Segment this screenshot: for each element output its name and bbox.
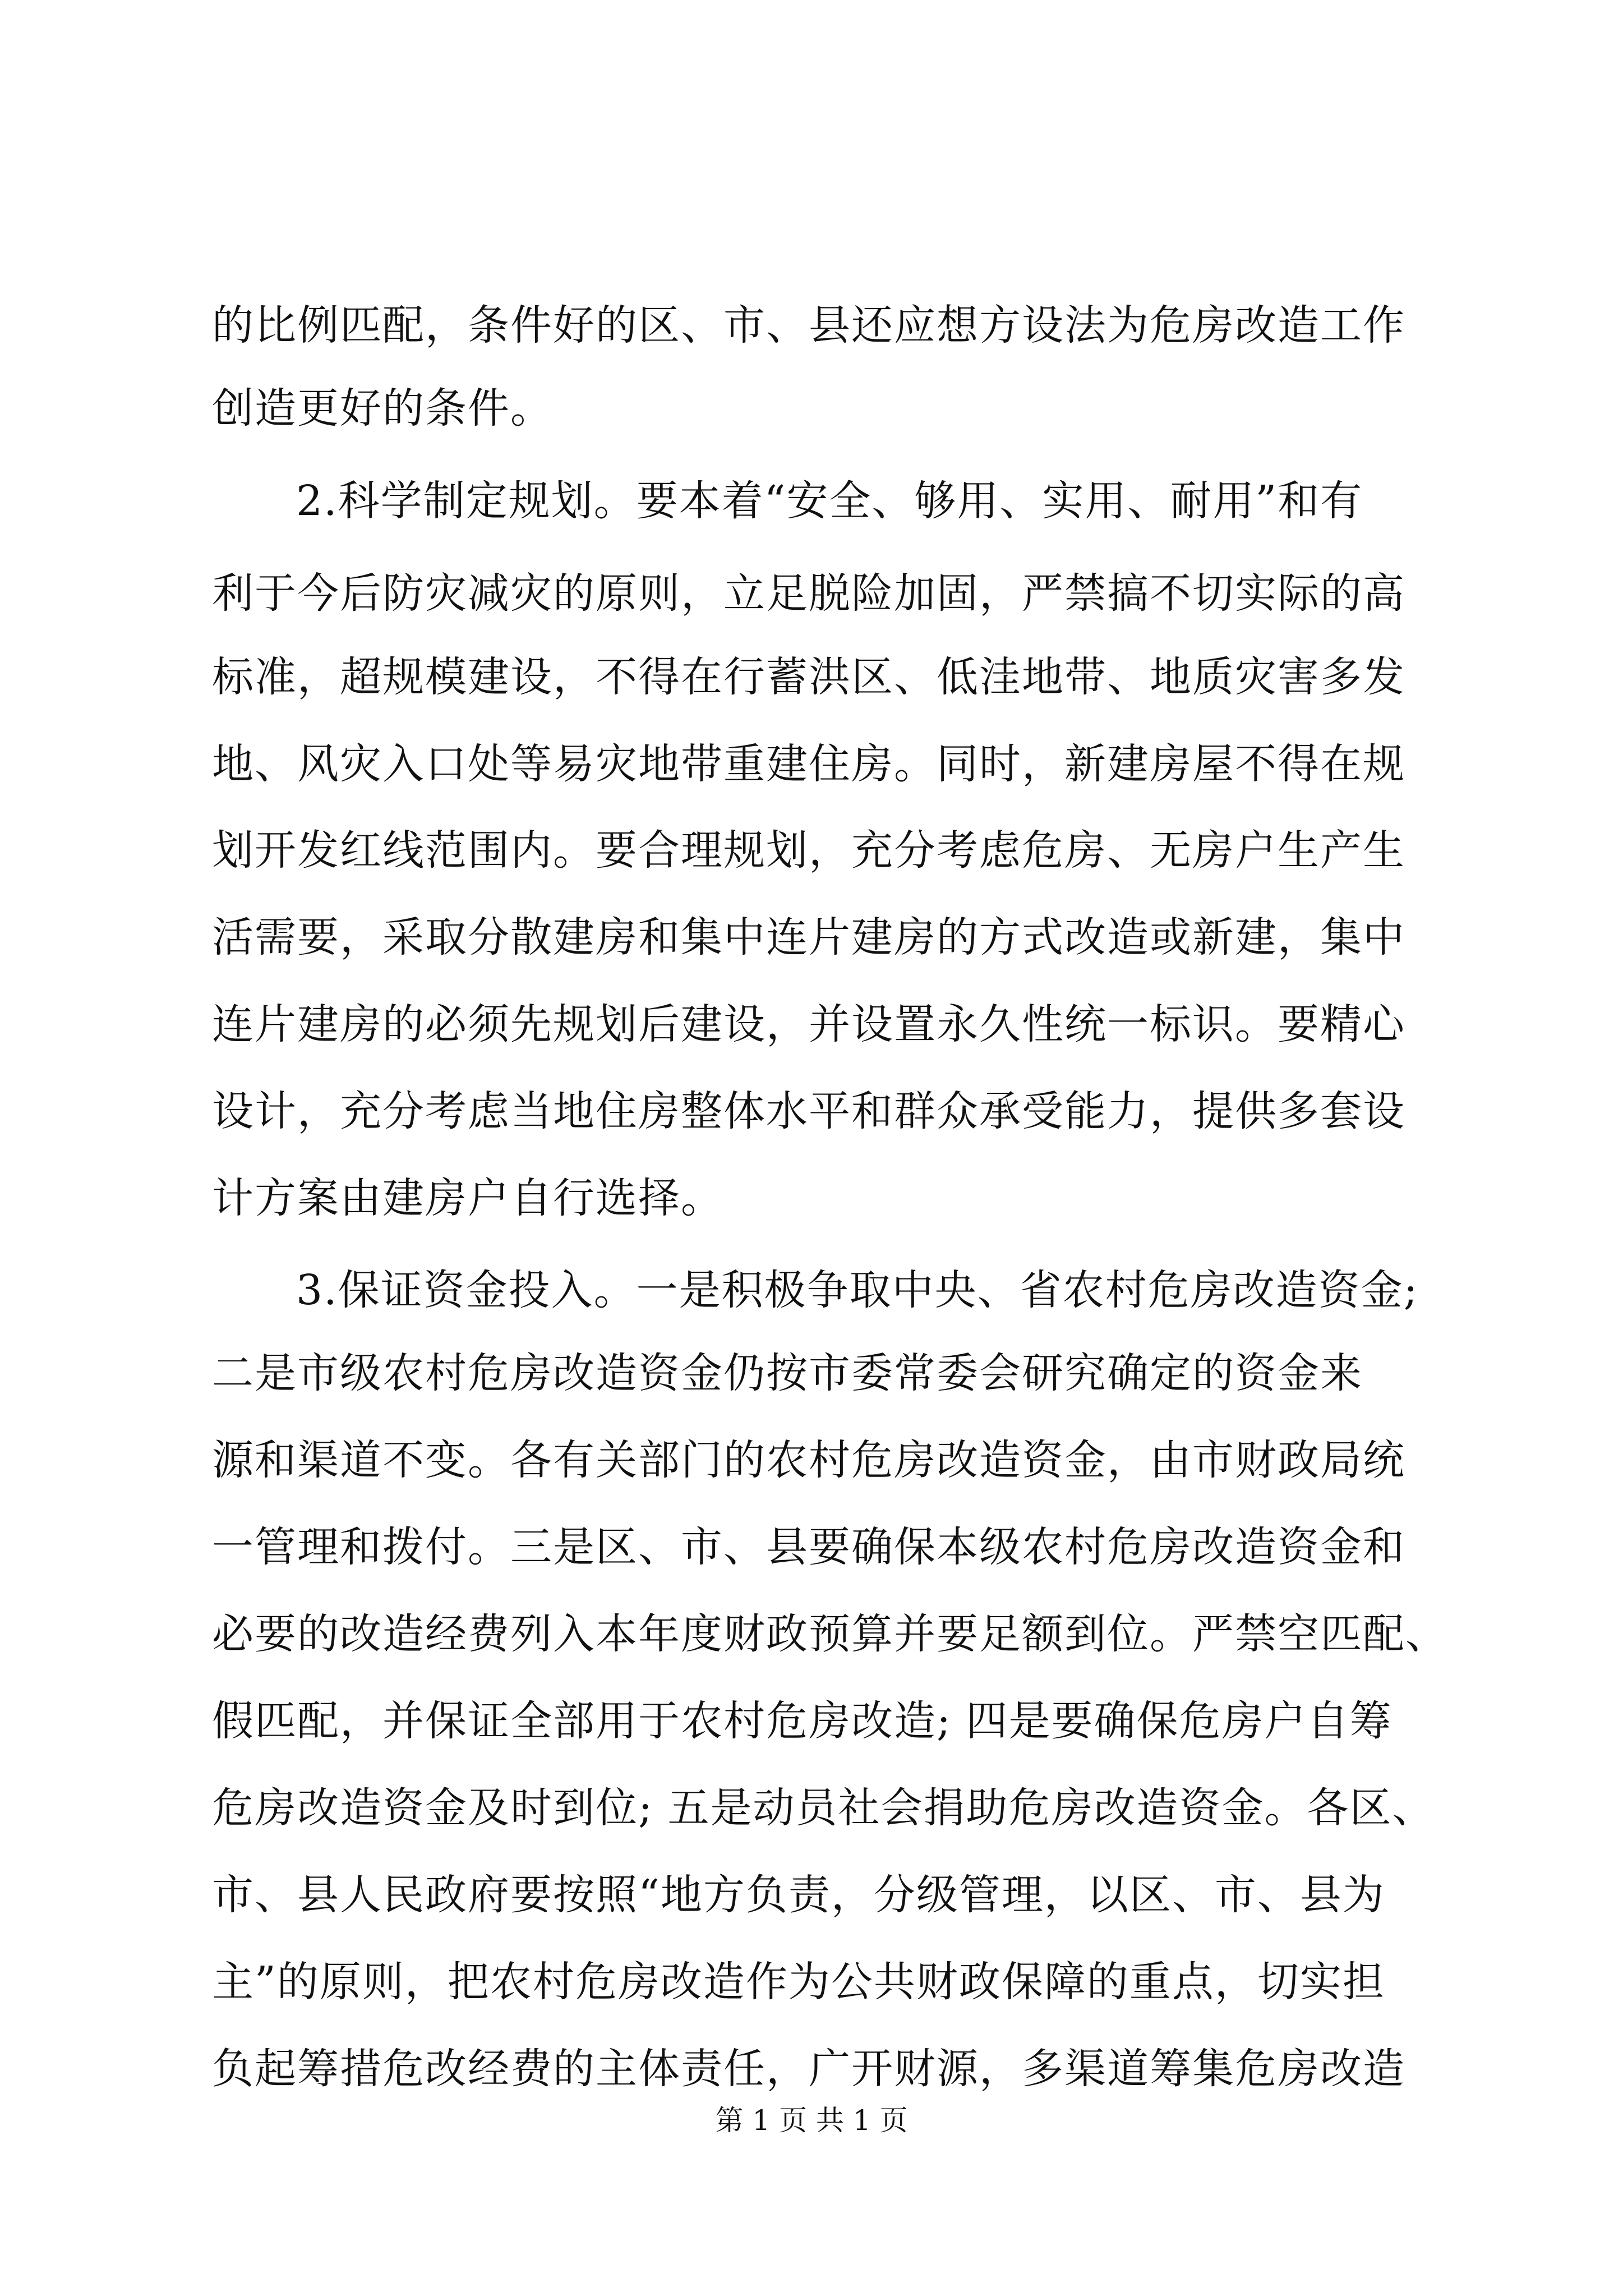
text-line: 危房改造资金及时到位; 五是动员社会捐助危房改造资金。各区、 bbox=[212, 1784, 1435, 1832]
text-line: 利于今后防灾减灾的原则，立足脱险加固，严禁搞不切实际的高 bbox=[212, 569, 1405, 618]
text-line: 主”的原则，把农村危房改造作为公共财政保障的重点，切实担 bbox=[212, 1958, 1385, 2006]
text-line: 活需要，采取分散建房和集中连片建房的方式改造或新建，集中 bbox=[212, 913, 1405, 961]
text-line: 连片建房的必须先规划后建设，并设置永久性统一标识。要精心 bbox=[212, 1000, 1405, 1048]
text-line: 必要的改造经费列入本年度财政预算并要足额到位。严禁空匹配、 bbox=[212, 1610, 1448, 1658]
page-number-footer: 第 1 页 共 1 页 bbox=[715, 2104, 908, 2137]
text-line: 一管理和拨付。三是区、市、县要确保本级农村危房改造资金和 bbox=[212, 1523, 1405, 1571]
text-line: 市、县人民政府要按照“地方负责，分级管理，以区、市、县为 bbox=[212, 1871, 1385, 1919]
text-line: 计方案由建房户自行选择。 bbox=[212, 1174, 723, 1222]
text-line: 设计，充分考虑当地住房整体水平和群众承受能力，提供多套设 bbox=[212, 1087, 1405, 1135]
text-line: 地、风灾入口处等易灾地带重建住房。同时，新建房屋不得在规 bbox=[212, 740, 1405, 788]
text-line: 二是市级农村危房改造资金仍按市委常委会研究确定的资金来 bbox=[212, 1349, 1363, 1397]
text-line: 假匹配，并保证全部用于农村危房改造; 四是要确保危房户自筹 bbox=[212, 1697, 1393, 1745]
text-line: 2.科学制定规划。要本着“安全、够用、实用、耐用”和有 bbox=[296, 477, 1363, 525]
text-line: 源和渠道不变。各有关部门的农村危房改造资金，由市财政局统 bbox=[212, 1436, 1405, 1484]
text-line: 的比例匹配，条件好的区、市、县还应想方设法为危房改造工作 bbox=[212, 301, 1405, 349]
text-line: 划开发红线范围内。要合理规划，充分考虑危房、无房户生产生 bbox=[212, 826, 1405, 875]
text-line: 创造更好的条件。 bbox=[212, 384, 553, 432]
text-line: 负起筹措危改经费的主体责任，广开财源，多渠道筹集危房改造 bbox=[212, 2045, 1405, 2093]
text-line: 标准，超规模建设，不得在行蓄洪区、低洼地带、地质灾害多发 bbox=[212, 653, 1405, 701]
text-line: 3.保证资金投入。一是积极争取中央、省农村危房改造资金; bbox=[296, 1266, 1419, 1314]
